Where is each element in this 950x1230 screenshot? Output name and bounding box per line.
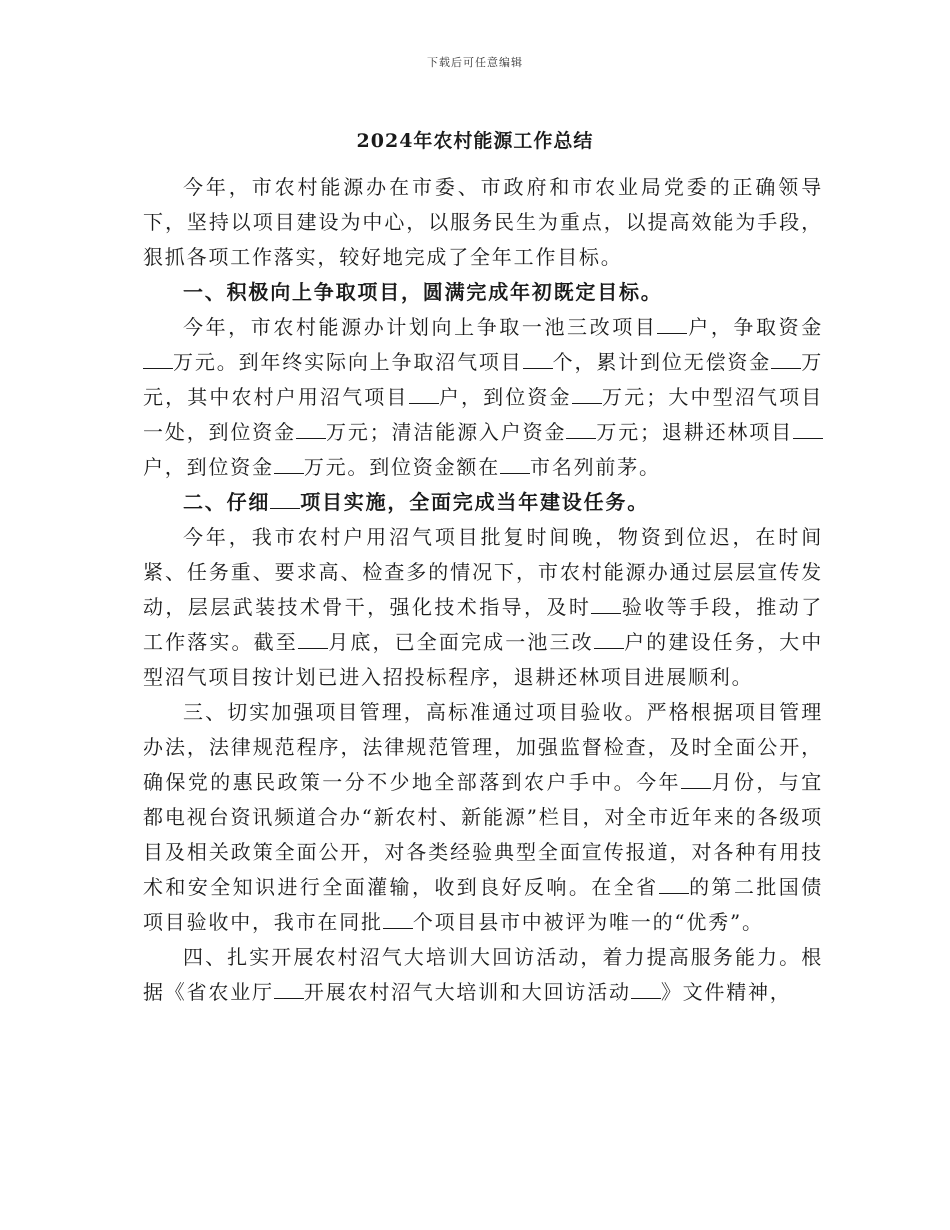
section-heading: [143, 275, 823, 310]
paragraph-text: 户，到位资金: [438, 385, 572, 409]
body-paragraph: [143, 170, 823, 275]
fill-in-blank: [594, 628, 624, 649]
fill-in-blank: [143, 348, 173, 369]
document-body: [143, 170, 823, 1010]
paragraph-text: 项目实施，全面完成当年建设任务。: [300, 490, 650, 514]
paragraph-text: 户的建设任务，大中型沼气项目按计划已进入招投标程序，退耕还林项目进展顺利。: [143, 630, 824, 689]
fill-in-blank: [409, 383, 439, 404]
header-note: 下载后可任意编辑: [427, 56, 523, 69]
paragraph-text: 》文件精神，: [660, 980, 792, 1004]
paragraph-text: 个，累计到位无偿资金: [552, 350, 772, 374]
body-paragraph: [143, 695, 823, 940]
fill-in-blank: [771, 348, 801, 369]
paragraph-text: 个项目县市中被评为唯一的“优秀”。: [412, 910, 764, 934]
paragraph-text: 万元，其中农村户用沼气项目: [143, 350, 823, 409]
fill-in-blank: [523, 348, 553, 369]
paragraph-text: 万元。到年终实际向上争取沼气项目: [173, 350, 523, 374]
paragraph-text: 今年，市农村能源办计划向上争取一池三改项目: [183, 315, 658, 339]
paragraph-text: 万元；退耕还林项目: [596, 420, 793, 444]
paragraph-text: 户，争取资金: [687, 315, 823, 339]
paragraph-text: 二、仔细: [183, 490, 271, 514]
fill-in-blank: [274, 453, 304, 474]
paragraph-text: 户，到位资金: [143, 455, 274, 479]
paragraph-text: 万元；清洁能源入户资金: [325, 420, 567, 444]
section-heading: [143, 485, 823, 520]
document-title: 2024年农村能源工作总结: [356, 130, 594, 152]
paragraph-text: 四、扎实开展农村沼气大培训大回访活动，着力提高服务能力。根据《省农业厅: [143, 945, 823, 1004]
fill-in-blank: [659, 873, 689, 894]
paragraph-text: 月底，已全面完成一池三改: [327, 630, 594, 654]
body-paragraph: [143, 310, 823, 485]
body-paragraph: [143, 940, 823, 1010]
fill-in-blank: [793, 418, 823, 439]
fill-in-blank: [274, 978, 304, 999]
fill-in-blank: [500, 453, 530, 474]
paragraph-text: 的第二批国债项目验收中，我市在同批: [143, 875, 823, 934]
fill-in-blank: [681, 768, 711, 789]
fill-in-blank: [383, 908, 413, 929]
fill-in-blank: [296, 418, 326, 439]
fill-in-blank: [298, 628, 328, 649]
paragraph-text: 今年，市农村能源办在市委、市政府和市农业局党委的正确领导下，坚持以项目建设为中心，以服务民生为重点，以提高效能为手段，狠抓各项工作落实，较好地完成了全年工作目标。: [143, 175, 823, 269]
paragraph-text: 一、积极向上争取项目，圆满完成年初既定目标。: [183, 280, 663, 304]
paragraph-text: 三、切实加强项目管理，高标准通过项目验收。严格根据项目管理办法，法律规范程序，法律规范管理，加强监督检查，及时全面公开，确保党的惠民政策一分不少地全部落到农户手中。今年: [143, 700, 823, 794]
fill-in-blank: [270, 488, 300, 509]
paragraph-text: 今年，我市农村户用沼气项目批复时间晚，物资到位迟，在时间紧、任务重、要求高、检查多的情况下，市农村能源办通过层层宣传发动，层层武装技术骨干，强化技术指导，及时: [143, 525, 823, 619]
paragraph-text: 验收等手段，推动了工作落实。截至: [143, 595, 824, 654]
fill-in-blank: [657, 313, 687, 334]
fill-in-blank: [566, 418, 596, 439]
body-paragraph: [143, 520, 823, 695]
paragraph-text: 万元；大中型沼气项目一处，到位资金: [143, 385, 824, 444]
fill-in-blank: [572, 383, 602, 404]
paragraph-text: 月份，与宜都电视台资讯频道合办“新农村、新能源”栏目，对全市近年来的各级项目及相关政策全面公开，对各类经验典型全面宣传报道，对各种有用技术和安全知识进行全面灌输，收到良好反响。在全省: [143, 770, 824, 899]
paragraph-text: 开展农村沼气大培训和大回访活动: [303, 980, 631, 1004]
fill-in-blank: [631, 978, 661, 999]
paragraph-text: 万元。到位资金额在: [303, 455, 501, 479]
fill-in-blank: [591, 593, 621, 614]
paragraph-text: 市名列前茅。: [530, 455, 661, 479]
